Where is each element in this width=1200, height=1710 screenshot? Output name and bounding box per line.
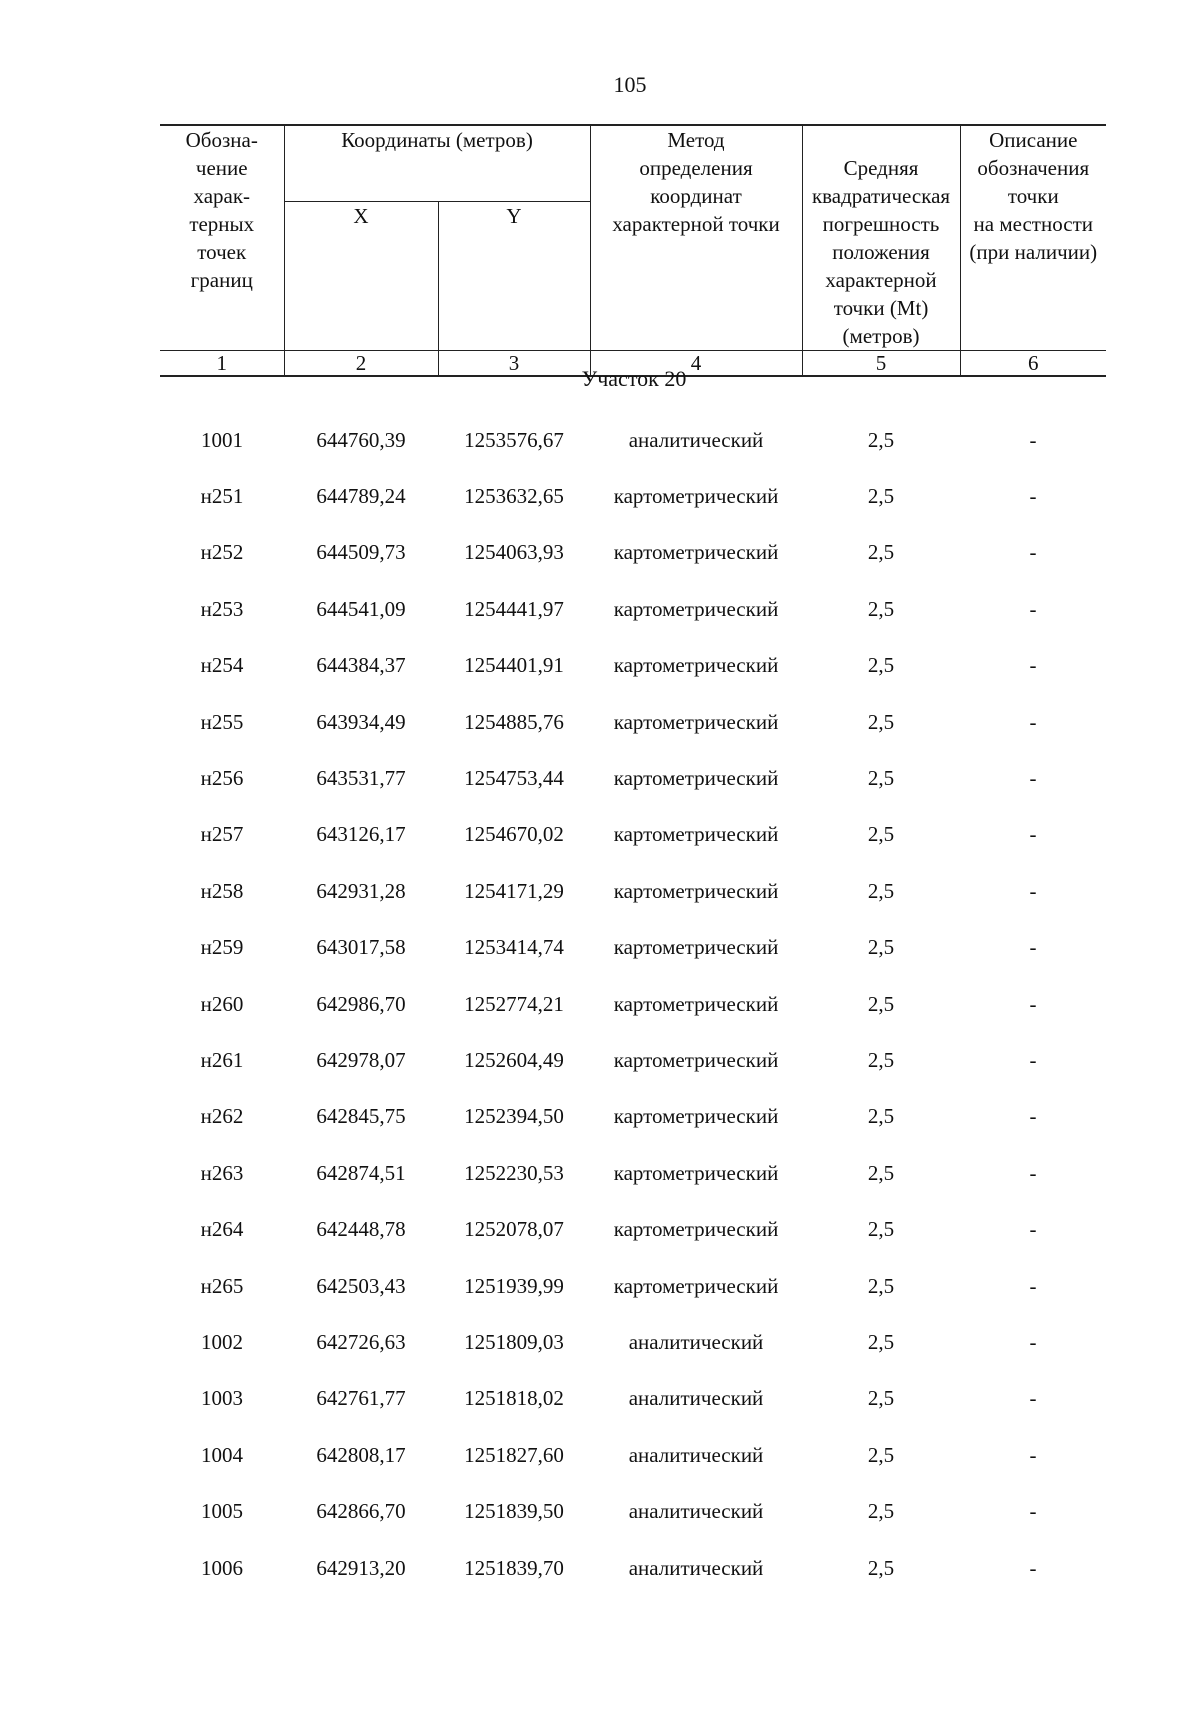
cell-description: - [1029,1273,1037,1298]
cell-error: 2,5 [867,1499,895,1524]
cell-method: картометрический [613,653,779,678]
cell-point-id: н262 [200,1104,244,1129]
column-number: 6 [960,351,1106,377]
cell-error: 2,5 [867,1217,895,1242]
cell-point-id: 1001 [201,427,243,452]
table-row [160,807,1106,863]
cell-method: аналитический [628,1555,764,1580]
cell-error: 2,5 [867,766,895,791]
cell-coord-y: 1254441,97 [464,596,564,621]
cell-coord-y: 1252078,07 [464,1217,564,1242]
header-x: X [284,202,438,351]
cell-method: аналитический [628,1442,764,1467]
header-mean-square-error [802,125,960,351]
cell-description: - [1029,1442,1037,1467]
column-number: 1 [160,351,284,377]
cell-coord-x: 642761,77 [316,1386,406,1411]
cell-error: 2,5 [867,1104,895,1129]
cell-error: 2,5 [867,427,895,452]
cell-coord-x: 644789,24 [316,484,406,509]
cell-coord-y: 1251818,02 [464,1386,564,1411]
cell-point-id: 1004 [201,1442,243,1467]
cell-point-id: 1005 [201,1499,243,1524]
cell-method: картометрический [613,991,779,1016]
cell-error: 2,5 [867,709,895,734]
cell-method: картометрический [613,1273,779,1298]
cell-description: - [1029,1499,1037,1524]
page-number: 105 [613,72,647,97]
cell-coord-y: 1254670,02 [464,822,564,847]
cell-error: 2,5 [867,1386,895,1411]
header-coordinates: Координаты (метров) [284,125,590,202]
table-row [160,1314,1106,1370]
cell-point-id: н257 [200,822,244,847]
cell-method: картометрический [613,935,779,960]
cell-description: - [1029,1160,1037,1185]
cell-method: аналитический [628,1499,764,1524]
cell-error: 2,5 [867,935,895,960]
cell-method: картометрический [613,1217,779,1242]
cell-coord-y: 1254401,91 [464,653,564,678]
cell-coord-x: 644541,09 [316,596,406,621]
table-row [160,1145,1106,1201]
table-row [160,694,1106,750]
cell-point-id: н260 [200,991,244,1016]
cell-coord-x: 643531,77 [316,766,406,791]
cell-description: - [1029,709,1037,734]
cell-error: 2,5 [867,1442,895,1467]
cell-coord-x: 642913,20 [316,1555,406,1580]
cell-coord-y: 1251839,70 [464,1555,564,1580]
cell-point-id: н253 [200,596,244,621]
cell-method: картометрический [613,540,779,565]
table-body [160,412,1106,1596]
cell-coord-y: 1252774,21 [464,991,564,1016]
cell-point-id: н251 [200,484,244,509]
cell-coord-y: 1253414,74 [464,935,564,960]
cell-description: - [1029,1047,1037,1072]
cell-point-id: 1003 [201,1386,243,1411]
column-number: 2 [284,351,438,377]
cell-description: - [1029,878,1037,903]
cell-error: 2,5 [867,484,895,509]
cell-method: картометрический [613,1104,779,1129]
cell-point-id: н256 [200,766,244,791]
cell-point-id: н258 [200,878,244,903]
cell-coord-x: 642808,17 [316,1442,406,1467]
cell-coord-x: 642874,51 [316,1160,406,1185]
cell-coord-y: 1252604,49 [464,1047,564,1072]
cell-error: 2,5 [867,1047,895,1072]
cell-description: - [1029,991,1037,1016]
cell-point-id: н265 [200,1273,244,1298]
cell-error: 2,5 [867,1160,895,1185]
table-row [160,1483,1106,1539]
table-row [160,468,1106,524]
cell-point-id: н264 [200,1217,244,1242]
cell-method: картометрический [613,484,779,509]
cell-error: 2,5 [867,1329,895,1354]
cell-coord-y: 1251939,99 [464,1273,564,1298]
cell-error: 2,5 [867,822,895,847]
cell-coord-x: 643934,49 [316,709,406,734]
header-description: Описание обозначения точки на местности (при наличии) [960,125,1106,351]
cell-method: аналитический [628,1329,764,1354]
cell-description: - [1029,1555,1037,1580]
cell-method: картометрический [613,1160,779,1185]
cell-coord-x: 642726,63 [316,1329,406,1354]
table-row [160,1089,1106,1145]
table-row [160,581,1106,637]
cell-description: - [1029,1104,1037,1129]
cell-point-id: н254 [200,653,244,678]
cell-description: - [1029,427,1037,452]
table-header [160,124,1106,377]
cell-coord-x: 644509,73 [316,540,406,565]
cell-coord-y: 1252230,53 [464,1160,564,1185]
cell-description: - [1029,653,1037,678]
cell-coord-x: 644760,39 [316,427,406,452]
cell-coord-x: 642986,70 [316,991,406,1016]
cell-coord-y: 1251839,50 [464,1499,564,1524]
cell-coord-x: 642503,43 [316,1273,406,1298]
column-number: 4 [590,351,802,377]
table-row [160,750,1106,806]
cell-description: - [1029,596,1037,621]
cell-method: картометрический [613,822,779,847]
table-row [160,1540,1106,1596]
cell-description: - [1029,1329,1037,1354]
column-number: 3 [438,351,590,377]
table-row [160,1258,1106,1314]
header-method: Метод определения координат характерной точки [590,125,802,351]
table-row [160,976,1106,1032]
cell-coord-y: 1253576,67 [464,427,564,452]
cell-error: 2,5 [867,596,895,621]
table-row [160,1201,1106,1257]
table-row [160,920,1106,976]
cell-point-id: н259 [200,935,244,960]
table-row [160,525,1106,581]
cell-description: - [1029,1386,1037,1411]
cell-coord-y: 1252394,50 [464,1104,564,1129]
cell-point-id: н261 [200,1047,244,1072]
cell-coord-x: 642448,78 [316,1217,406,1242]
cell-error: 2,5 [867,878,895,903]
cell-coord-y: 1254063,93 [464,540,564,565]
table-row [160,412,1106,468]
cell-coord-y: 1254171,29 [464,878,564,903]
cell-method: картометрический [613,596,779,621]
cell-method: аналитический [628,1386,764,1411]
table-row [160,1032,1106,1088]
cell-coord-x: 644384,37 [316,653,406,678]
table-row [160,1371,1106,1427]
cell-point-id: н255 [200,709,244,734]
cell-coord-x: 643017,58 [316,935,406,960]
cell-coord-y: 1254753,44 [464,766,564,791]
table-row [160,863,1106,919]
cell-method: аналитический [628,427,764,452]
cell-description: - [1029,484,1037,509]
cell-coord-y: 1251827,60 [464,1442,564,1467]
section-title: Участок 20 [581,366,687,391]
cell-method: картометрический [613,878,779,903]
cell-point-id: н252 [200,540,244,565]
cell-error: 2,5 [867,991,895,1016]
cell-coord-y: 1254885,76 [464,709,564,734]
cell-point-id: 1006 [201,1555,243,1580]
cell-point-id: н263 [200,1160,244,1185]
cell-method: картометрический [613,709,779,734]
cell-method: картометрический [613,1047,779,1072]
cell-coord-x: 642866,70 [316,1499,406,1524]
cell-method: картометрический [613,766,779,791]
cell-description: - [1029,1217,1037,1242]
header-y: Y [438,202,590,351]
column-number: 5 [802,351,960,377]
cell-description: - [1029,822,1037,847]
cell-coord-x: 643126,17 [316,822,406,847]
cell-coord-y: 1253632,65 [464,484,564,509]
table-row [160,1427,1106,1483]
cell-point-id: 1002 [201,1329,243,1354]
cell-error: 2,5 [867,653,895,678]
cell-error: 2,5 [867,540,895,565]
cell-coord-x: 642845,75 [316,1104,406,1129]
table-row [160,638,1106,694]
cell-error: 2,5 [867,1555,895,1580]
cell-description: - [1029,935,1037,960]
cell-description: - [1029,540,1037,565]
cell-coord-x: 642978,07 [316,1047,406,1072]
header-point-designation: Обозна- чение харак- терных точек границ [160,125,284,351]
header-mean-square-error-text: Средняя квадратическая погрешность положения характерной точки (Mt) (метров) [811,156,951,348]
cell-error: 2,5 [867,1273,895,1298]
cell-coord-x: 642931,28 [316,878,406,903]
cell-coord-y: 1251809,03 [464,1329,564,1354]
cell-description: - [1029,766,1037,791]
